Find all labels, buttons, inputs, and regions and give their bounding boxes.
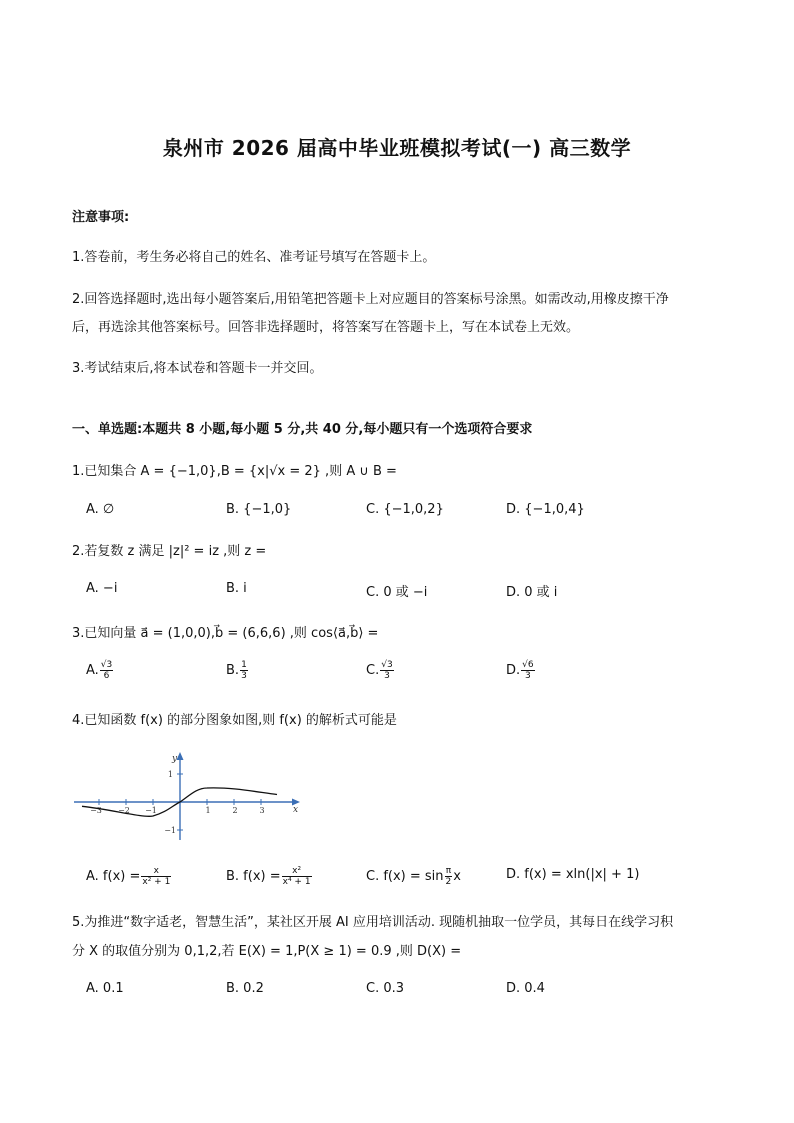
q3-option-a-label: A. bbox=[86, 663, 99, 678]
q4-option-d[interactable]: D. f(x) = xln(|x| + 1) bbox=[506, 867, 640, 882]
q5-option-c[interactable]: C. 0.3 bbox=[366, 981, 405, 996]
fraction-denominator: x² + 1 bbox=[142, 877, 171, 887]
x-tick-label: 3 bbox=[259, 806, 265, 815]
q2-option-c[interactable]: C. 0 或 −i bbox=[366, 585, 428, 600]
note-2-line-1: 2.回答选择题时,选出每小题答案后,用铅笔把答题卡上对应题目的答案标号涂黑。如需改动,用橡皮擦干净 bbox=[72, 292, 669, 307]
fraction-numerator: 1 bbox=[241, 660, 247, 670]
q3-option-c-fraction bbox=[380, 660, 393, 681]
q1-stem: 1.已知集合 A = {−1,0},B = {x|√x = 2} ,则 A ∪ B = bbox=[72, 464, 397, 479]
x-tick-label: 1 bbox=[205, 806, 211, 815]
fraction-numerator: x² bbox=[282, 866, 312, 877]
fraction-denominator: x⁴ + 1 bbox=[282, 877, 311, 887]
x-tick-label: −2 bbox=[118, 806, 130, 815]
q4-option-b[interactable] bbox=[226, 866, 313, 887]
y-axis-arrow-icon bbox=[177, 752, 184, 760]
q3-option-b-fraction bbox=[240, 660, 248, 681]
fraction-denominator: 3 bbox=[525, 671, 531, 681]
y-tick-label: −1 bbox=[164, 826, 176, 835]
q1-option-d[interactable]: D. {−1,0,4} bbox=[506, 502, 585, 517]
q4-option-c-suffix: x bbox=[453, 869, 461, 884]
q1-option-b[interactable]: B. {−1,0} bbox=[226, 502, 292, 517]
q5-stem-line-2: 分 X 的取值分别为 0,1,2,若 E(X) = 1,P(X ≥ 1) = 0.9 ,则 D(X) = bbox=[72, 944, 462, 959]
q3-option-c[interactable] bbox=[366, 660, 395, 681]
q1-option-c[interactable]: C. {−1,0,2} bbox=[366, 502, 444, 517]
x-tick-label: −3 bbox=[90, 806, 102, 815]
note-2-line-2: 后，再选涂其他答案标号。回答非选择题时，将答案写在答题卡上，写在本试卷上无效。 bbox=[72, 320, 580, 335]
q4-option-a-fraction bbox=[141, 866, 171, 887]
fraction-numerator: √3 bbox=[100, 660, 113, 670]
note-1: 1.答卷前，考生务必将自己的姓名、准考证号填写在答题卡上。 bbox=[72, 250, 436, 265]
x-tick-label: 2 bbox=[232, 806, 238, 815]
fraction-denominator: 3 bbox=[241, 671, 247, 681]
fraction-numerator: x bbox=[141, 866, 171, 877]
q2-option-a[interactable]: A. −i bbox=[86, 581, 118, 596]
q2-stem: 2.若复数 z 满足 |z|² = iz ,则 z = bbox=[72, 544, 267, 559]
fraction-numerator: √6 bbox=[522, 660, 534, 670]
note-3: 3.考试结束后,将本试卷和答题卡一并交回。 bbox=[72, 361, 323, 376]
fraction-numerator: √3 bbox=[381, 660, 393, 670]
notes-heading: 注意事项: bbox=[72, 210, 130, 225]
q4-function-graph bbox=[72, 748, 304, 844]
q4-option-c[interactable] bbox=[366, 866, 461, 887]
q5-option-a[interactable]: A. 0.1 bbox=[86, 981, 124, 996]
q4-option-c-fraction bbox=[445, 866, 453, 887]
q3-option-b-label: B. bbox=[226, 663, 240, 678]
q2-option-d[interactable]: D. 0 或 i bbox=[506, 585, 558, 600]
q3-option-d-fraction bbox=[521, 660, 534, 681]
fraction-denominator: 3 bbox=[384, 671, 390, 681]
q3-option-b[interactable] bbox=[226, 660, 249, 681]
fraction-denominator: 2 bbox=[445, 877, 452, 887]
q5-option-b[interactable]: B. 0.2 bbox=[226, 981, 264, 996]
x-axis-label: x bbox=[293, 805, 299, 815]
q3-option-a[interactable] bbox=[86, 660, 114, 681]
section-1-heading: 一、单选题:本题共 8 小题,每小题 5 分,共 40 分,每小题只有一个选项符合要求 bbox=[72, 422, 533, 437]
fraction-denominator: 6 bbox=[103, 671, 110, 681]
q1-option-a[interactable]: A. ∅ bbox=[86, 502, 115, 517]
q2-option-b[interactable]: B. i bbox=[226, 581, 247, 596]
exam-title: 泉州市 2026 届高中毕业班模拟考试(一) 高三数学 bbox=[162, 136, 632, 160]
q3-stem: 3.已知向量 a⃗ = (1,0,0),b⃗ = (6,6,6) ,则 cos⟨a⃗,b⃗⟩ = bbox=[72, 626, 379, 641]
q4-option-a[interactable] bbox=[86, 866, 172, 887]
x-tick-label: −1 bbox=[145, 806, 157, 815]
q3-option-a-fraction bbox=[100, 660, 113, 681]
q3-option-d-label: D. bbox=[506, 663, 521, 678]
q4-option-b-label: B. f(x) = bbox=[226, 869, 281, 884]
q5-stem-line-1: 5.为推进“数字适老，智慧生活”，某社区开展 AI 应用培训活动. 现随机抽取一位学员，其每日在线学习积 bbox=[72, 915, 674, 930]
q3-option-d[interactable] bbox=[506, 660, 536, 681]
q3-option-c-label: C. bbox=[366, 663, 380, 678]
q5-option-d[interactable]: D. 0.4 bbox=[506, 981, 545, 996]
q4-stem: 4.已知函数 f(x) 的部分图象如图,则 f(x) 的解析式可能是 bbox=[72, 713, 397, 728]
fraction-numerator: π bbox=[445, 866, 452, 876]
q4-option-c-label: C. f(x) = sin bbox=[366, 869, 444, 884]
y-tick-label: 1 bbox=[167, 770, 173, 779]
y-axis-label: y bbox=[172, 754, 178, 764]
q4-option-b-fraction bbox=[282, 866, 312, 887]
q4-option-a-label: A. f(x) = bbox=[86, 869, 141, 884]
